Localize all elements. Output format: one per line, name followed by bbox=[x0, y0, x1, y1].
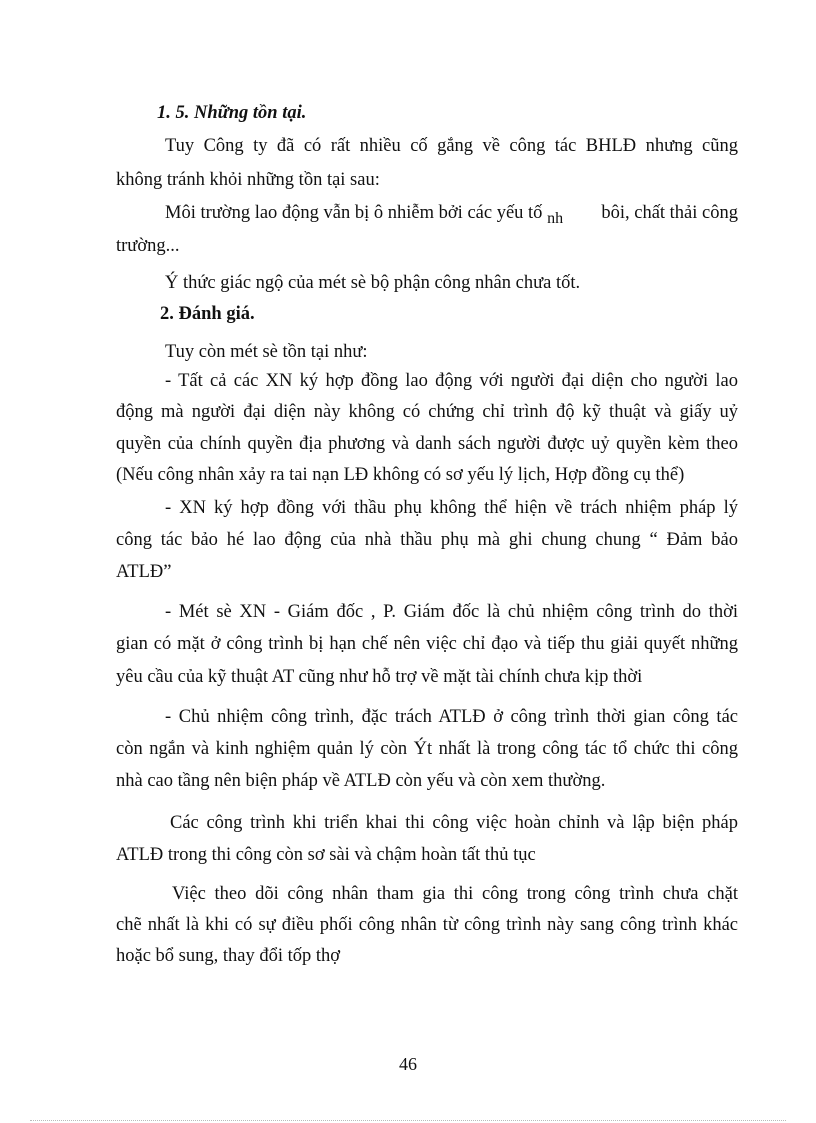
paragraph-line: trường... bbox=[116, 236, 180, 256]
paragraph-line: Tuy Công ty đã có rất nhiều cố gắng về công tác BHLĐ nhưng cũng bbox=[165, 136, 738, 156]
text-fragment: bôi, chất thải công bbox=[601, 203, 738, 223]
section-heading-evaluation: 2. Đánh giá. bbox=[160, 304, 255, 324]
paragraph-line: nhà cao tầng nên biện pháp về ATLĐ còn yếu và còn xem thường. bbox=[116, 771, 606, 791]
paragraph-line: - Tất cả các XN ký hợp đồng lao động với người đại diện cho người lao bbox=[165, 371, 738, 391]
paragraph-line: quyền của chính quyền địa phương và danh sách người được uỷ quyền kèm theo bbox=[116, 434, 738, 454]
paragraph-line: Việc theo dõi công nhân tham gia thi công trong công trình chưa chặt bbox=[172, 884, 738, 904]
paragraph-line: - XN ký hợp đồng với thầu phụ không thể hiện về trách nhiệm pháp lý bbox=[165, 498, 738, 518]
paragraph-line: công tác bảo hé lao động của nhà thầu phụ mà ghi chung chung “ Đảm bảo bbox=[116, 530, 738, 550]
paragraph-line: gian có mặt ở công trình bị hạn chế nên việc chỉ đạo và tiếp thu giải quyết những bbox=[116, 634, 738, 654]
paragraph-line: ATLĐ trong thi công còn sơ sài và chậm hoàn tất thủ tục bbox=[116, 845, 536, 865]
section-heading-existing-issues: 1. 5. Những tồn tại. bbox=[157, 103, 307, 123]
paragraph-line: Tuy còn mét sè tồn tại như: bbox=[165, 342, 368, 362]
paragraph-line: Các công trình khi triển khai thi công việc hoàn chỉnh và lập biện pháp bbox=[170, 813, 738, 833]
paragraph-line: (Nếu công nhân xảy ra tai nạn LĐ không có sơ yếu lý lịch, Hợp đồng cụ thể) bbox=[116, 465, 685, 485]
text-fragment: Môi trường lao động vẫn bị ô nhiễm bởi các yếu tố nh bbox=[165, 203, 564, 227]
paragraph-line: ATLĐ” bbox=[116, 562, 172, 582]
paragraph-line: còn ngắn và kinh nghiệm quản lý còn Ýt nhất là trong công tác tổ chức thi công bbox=[116, 739, 738, 759]
paragraph-line: động mà người đại diện này không có chứng chỉ trình độ kỹ thuật và giấy uỷ bbox=[116, 402, 738, 422]
paragraph-line: hoặc bổ sung, thay đổi tốp thợ bbox=[116, 946, 341, 966]
paragraph-line: không tránh khỏi những tồn tại sau: bbox=[116, 170, 380, 190]
paragraph-line bbox=[165, 201, 738, 226]
page-bottom-divider bbox=[30, 1120, 786, 1121]
page-number: 46 bbox=[399, 1054, 417, 1074]
paragraph-line: yêu cầu của kỹ thuật AT cũng như hỗ trợ về mặt tài chính chưa kịp thời bbox=[116, 667, 643, 687]
paragraph-line: chẽ nhất là khi có sự điều phối công nhân từ công trình này sang công trình khác bbox=[116, 915, 738, 935]
paragraph-line: - Mét sè XN - Giám đốc , P. Giám đốc là chủ nhiệm công trình do thời bbox=[165, 602, 738, 622]
paragraph-line: - Chủ nhiệm công trình, đặc trách ATLĐ ở công trình thời gian công tác bbox=[165, 707, 738, 727]
subscript-fragment: nh bbox=[547, 210, 564, 227]
paragraph-line: Ý thức giác ngộ của mét sè bộ phận công nhân chưa tốt. bbox=[165, 273, 581, 293]
